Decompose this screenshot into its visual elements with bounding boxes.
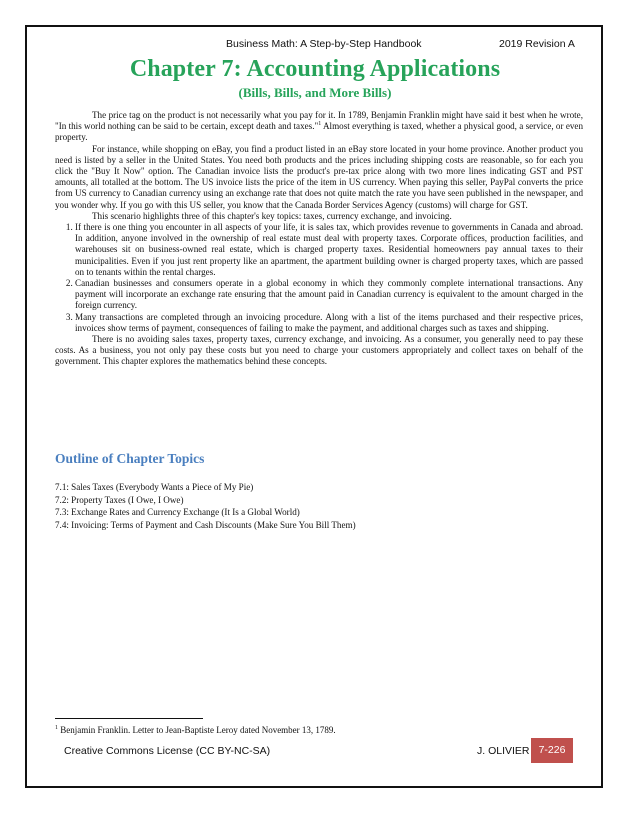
revision-label: 2019 Revision A — [499, 38, 575, 50]
intro-paragraph-1 — [55, 110, 583, 144]
outline-item[interactable]: 7.4: Invoicing: Terms of Payment and Cash Discounts (Make Sure You Bill Them) — [55, 519, 356, 530]
chapter-subtitle: (Bills, Bills, and More Bills) — [238, 85, 392, 100]
outline-item[interactable]: 7.3: Exchange Rates and Currency Exchange (It Is a Global World) — [55, 507, 300, 517]
footnote — [55, 725, 336, 735]
footnote-mark: 1 — [55, 725, 58, 731]
running-header — [0, 38, 630, 52]
key-topics-list — [55, 222, 583, 334]
outline-list — [55, 481, 555, 531]
footnote-text: Benjamin Franklin. Letter to Jean-Baptiste Leroy dated November 13, 1789. — [58, 725, 336, 735]
list-item: 3. Many transactions are completed through an invoicing procedure. Along with a list of the items purchased and their respective prices, invoices show terms of payment, consequences of failing to make the payment, and additional charges such as taxes and shipping. — [75, 312, 583, 334]
intro-paragraph-4: There is no avoiding sales taxes, property taxes, currency exchange, and invoicing. As a consumer, you generally need to pay these costs. As a business, you not only pay these costs but you need to charge your customers appropriately and collect taxes on behalf of the government. This chapter explores the mathematics behind these concepts. — [55, 334, 583, 367]
page-number-badge: 7-226 — [531, 738, 573, 763]
footnote-separator — [55, 718, 203, 719]
outline-heading: Outline of Chapter Topics — [55, 451, 205, 466]
footnote-reference[interactable]: 1 — [318, 121, 322, 128]
outline-item[interactable]: 7.2: Property Taxes (I Owe, I Owe) — [55, 494, 184, 505]
license-label: Creative Commons License (CC BY-NC-SA) — [64, 745, 271, 757]
list-item: 1. If there is one thing you encounter in all aspects of your life, it is sales tax, which provides revenue to governments in Canada and abroad. In addition, anyone involved in the ownership of real estate must deal with property taxes. Corporate offices, production facilities, and warehouses sit on business-owned real estate, which is charged property taxes. Residential homeowners pay annual taxes to their municipalities. Even if you just rent property like an apartment, the apartment building owner is charged property taxes, which are passed on to tenants within the rental charges. — [75, 222, 583, 278]
list-item: 2. Canadian businesses and consumers operate in a global economy in which they commonly complete international transactions. Any payment will incorporate an exchange rate ensuring that the amount paid in Canadian currency is equivalent to the amount charged in the foreign currency. — [75, 278, 583, 312]
book-title: Business Math: A Step-by-Step Handbook — [226, 38, 422, 50]
outline-item[interactable]: 7.1: Sales Taxes (Everybody Wants a Piece of My Pie) — [55, 482, 254, 492]
author-name: J. OLIVIER — [477, 745, 530, 757]
intro-paragraph-1-rest: Almost everything is taxed, whether a physical good, a service, or even property. — [55, 121, 583, 143]
intro-paragraph-3: This scenario highlights three of this chapter's key topics: taxes, currency exchange, and invoicing. — [92, 210, 452, 221]
intro-paragraph-1-text: The price tag on the product is not necessarily what you pay for it. In 1789, Benjamin Franklin might have said it best when he wrote, "In this world nothing can be said to be certain, except death and taxes." — [55, 110, 583, 132]
chapter-title: Chapter 7: Accounting Applications — [129, 56, 501, 82]
intro-paragraph-2: For instance, while shopping on eBay, you find a product listed in an eBay store located in your home province. Another product you need is listed by a seller in the United States. You need both products and the prices including shipping costs are reasonable, so for each you click the "Buy It Now" option. The Canadian invoice lists the product's pre-tax price along with two more lines indicating GST and PST amounts, all totalled at the bottom. The US invoice lists the price of the item in US currency. When paying this seller, PayPal converts the price from US currency to Canadian currency using an exchange rate that does not quite match the rate you have seen published in the newspaper, and you wonder why. If you go with this US seller, you know that the Canada Border Services Agency (customs) will charge for GST. — [55, 143, 583, 210]
chapter-introduction — [55, 110, 583, 368]
